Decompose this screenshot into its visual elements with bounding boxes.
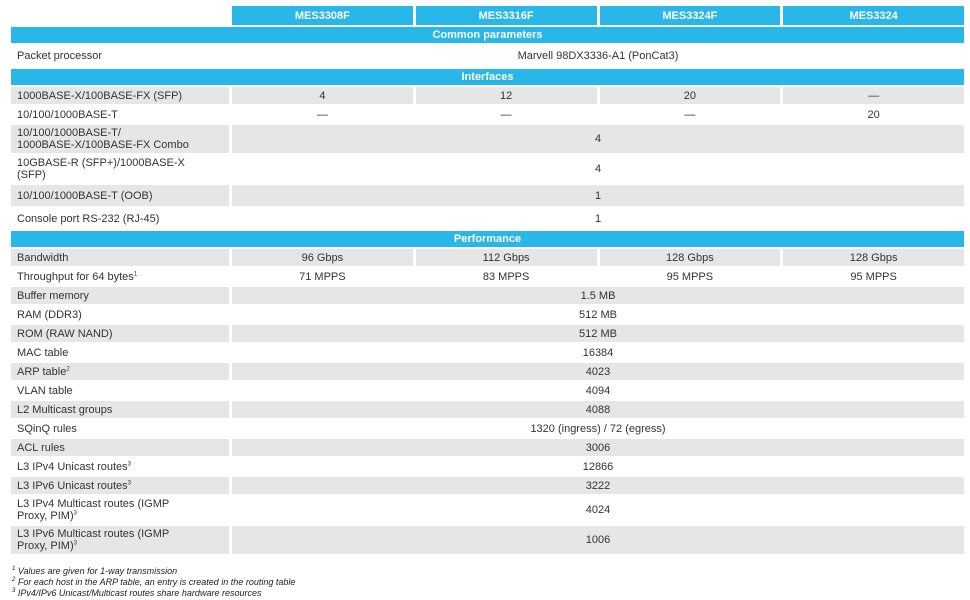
spec-row — [11, 496, 964, 524]
model-header: MES3324 — [783, 6, 964, 25]
spec-label: 10/100/1000BASE-T — [11, 106, 229, 123]
label-line: Proxy, PIM) — [17, 540, 74, 552]
spec-value: 112 Gbps — [416, 249, 597, 266]
spec-value: 95 MPPS — [783, 268, 964, 285]
spec-label: Console port RS-232 (RJ-45) — [11, 208, 229, 229]
spec-label: MAC table — [11, 344, 229, 361]
spec-value: 3222 — [232, 477, 964, 494]
spec-value: — — [783, 87, 964, 104]
footnote-ref: 2 — [66, 365, 70, 372]
spec-value: 512 MB — [232, 325, 964, 342]
spec-label: ACL rules — [11, 439, 229, 456]
spec-label: RAM (DDR3) — [11, 306, 229, 323]
spec-row — [11, 106, 964, 123]
spec-value: 512 MB — [232, 306, 964, 323]
section-performance — [11, 231, 964, 247]
spec-label: L2 Multicast groups — [11, 401, 229, 418]
spec-label — [11, 458, 229, 475]
spec-value: 20 — [783, 106, 964, 123]
spec-value: 4023 — [232, 363, 964, 380]
spec-value: 83 MPPS — [416, 268, 597, 285]
spec-row — [11, 439, 964, 456]
label-line: 1000BASE-X/100BASE-FX Combo — [17, 139, 189, 151]
spec-row — [11, 268, 964, 285]
footnotes — [12, 566, 295, 599]
spec-row — [11, 287, 964, 304]
footnote-text: IPv4/IPv6 Unicast/Multicast routes share hardware resources — [17, 588, 262, 598]
spec-value: 1320 (ingress) / 72 (egress) — [232, 420, 964, 437]
spec-value: 4094 — [232, 382, 964, 399]
section-title: Performance — [11, 231, 964, 247]
model-header-row — [11, 6, 964, 25]
spec-label: 10/100/1000BASE-T (OOB) — [11, 185, 229, 206]
spec-row — [11, 87, 964, 104]
spec-label: VLAN table — [11, 382, 229, 399]
spec-value: Marvell 98DX3336-A1 (PonCat3) — [232, 45, 964, 67]
label-line: (SFP) — [17, 169, 46, 181]
spec-row — [11, 420, 964, 437]
label-line: L3 IPv6 Multicast routes (IGMP — [17, 528, 170, 540]
footnote-ref: 3 — [127, 460, 132, 467]
spec-label: Packet processor — [11, 45, 229, 67]
spec-row — [11, 45, 964, 67]
spec-row — [11, 306, 964, 323]
spec-value: 128 Gbps — [600, 249, 781, 266]
spec-value: 4 — [232, 125, 964, 153]
spec-row — [11, 125, 964, 153]
spec-row — [11, 249, 964, 266]
spec-label — [11, 155, 229, 183]
spec-value: 3006 — [232, 439, 964, 456]
footnote-ref: 3 — [73, 540, 77, 547]
spec-row — [11, 185, 964, 206]
spec-row — [11, 477, 964, 494]
spec-value: 4088 — [232, 401, 964, 418]
spec-value: 128 Gbps — [783, 249, 964, 266]
section-title: Interfaces — [11, 69, 964, 85]
spec-row — [11, 325, 964, 342]
spec-table — [8, 4, 967, 556]
footnote-ref: 1 — [133, 270, 138, 277]
spec-value: 4 — [232, 155, 964, 183]
label-line: 10GBASE-R (SFP+)/1000BASE-X — [17, 157, 185, 169]
footnote — [12, 566, 295, 577]
spec-value: 1.5 MB — [232, 287, 964, 304]
spec-label: Bandwidth — [11, 249, 229, 266]
footnote-text: For each host in the ARP table, an entry is created in the routing table — [17, 577, 296, 587]
spec-row — [11, 155, 964, 183]
spec-row — [11, 382, 964, 399]
spec-value: — — [416, 106, 597, 123]
spec-label: 1000BASE-X/100BASE-FX (SFP) — [11, 87, 229, 104]
footnote — [12, 577, 295, 588]
spec-label — [11, 363, 229, 380]
section-common — [11, 27, 964, 43]
label-line: Proxy, PIM) — [17, 510, 74, 522]
spec-value: 12 — [416, 87, 597, 104]
label-text: L3 IPv4 Unicast routes — [17, 460, 128, 473]
label-line: L3 IPv4 Multicast routes (IGMP — [17, 498, 170, 510]
footnote-text: Values are given for 1-way transmission — [17, 566, 178, 576]
footnote-number: 2 — [12, 577, 16, 583]
label-text: L3 IPv6 Unicast routes — [17, 479, 128, 492]
spec-row — [11, 208, 964, 229]
spec-label — [11, 526, 229, 554]
spec-label — [11, 496, 229, 524]
spec-row — [11, 458, 964, 475]
spec-row — [11, 344, 964, 361]
spec-label: Buffer memory — [11, 287, 229, 304]
spec-value: 1 — [232, 185, 964, 206]
spec-label: ROM (RAW NAND) — [11, 325, 229, 342]
spec-value: 4 — [232, 87, 413, 104]
section-interfaces — [11, 69, 964, 85]
spec-row — [11, 401, 964, 418]
model-header: MES3324F — [600, 6, 781, 25]
spec-value: 12866 — [232, 458, 964, 475]
section-title: Common parameters — [11, 27, 964, 43]
spec-value: 1006 — [232, 526, 964, 554]
spec-value: 20 — [600, 87, 781, 104]
model-header: MES3316F — [416, 6, 597, 25]
spec-value: 4024 — [232, 496, 964, 524]
spec-row — [11, 363, 964, 380]
model-header: MES3308F — [232, 6, 413, 25]
spec-label — [11, 268, 229, 285]
spec-value: 96 Gbps — [232, 249, 413, 266]
spec-label — [11, 477, 229, 494]
footnote-ref: 3 — [127, 479, 132, 486]
spec-value: — — [232, 106, 413, 123]
footnote-ref: 3 — [73, 510, 77, 517]
footnote — [12, 588, 295, 599]
footnote-number: 3 — [12, 588, 16, 594]
spec-row — [11, 526, 964, 554]
label-line: 10/100/1000BASE-T/ — [17, 127, 121, 139]
spec-value: 71 MPPS — [232, 268, 413, 285]
spec-value: 16384 — [232, 344, 964, 361]
spec-label: SQinQ rules — [11, 420, 229, 437]
spec-value: 95 MPPS — [600, 268, 781, 285]
label-text: ARP table — [17, 365, 67, 378]
spec-value: 1 — [232, 208, 964, 229]
footnote-number: 1 — [12, 566, 16, 572]
spec-value: — — [600, 106, 781, 123]
label-text: Throughput for 64 bytes — [17, 270, 134, 283]
spec-label — [11, 125, 229, 153]
